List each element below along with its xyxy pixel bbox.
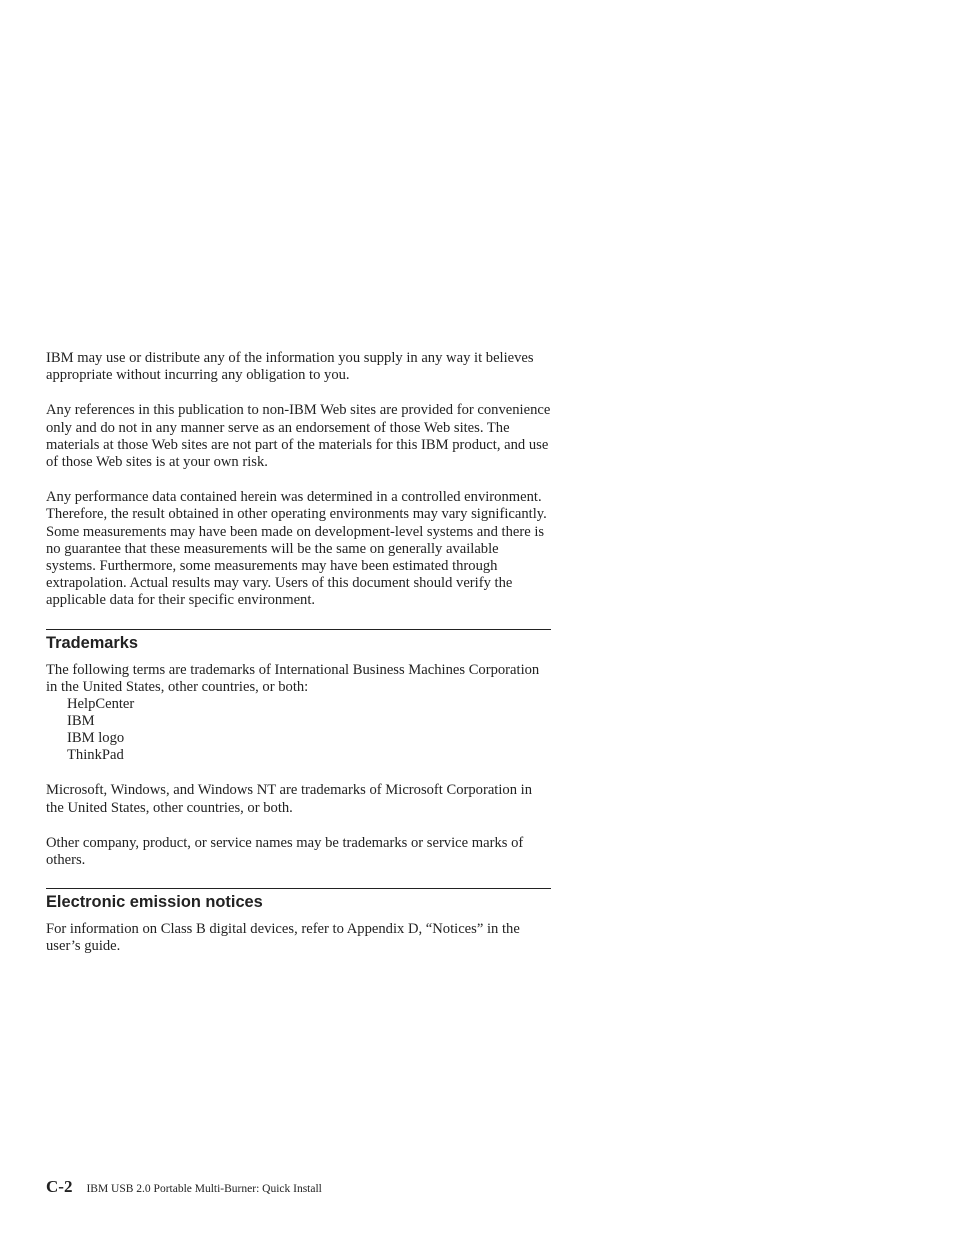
performance-data-paragraph: Any performance data contained herein was determined in a controlled environment. Therefore, the result obtained in other operating environments may vary significantly. Some measurements may have been made on development-level systems and there is no guarantee that these measurements will be the same on generally available systems. Furthermore, some measurements may have been estimated through extrapolation. Actual results may vary. Users of this document should verify the applicable data for their specific environment. [46, 489, 547, 609]
trademark-item: IBM logo [67, 730, 125, 747]
emission-paragraph: For information on Class B digital devices, refer to Appendix D, “Notices” in the user’s guide. [46, 921, 520, 955]
document-title: IBM USB 2.0 Portable Multi-Burner: Quick Install [86, 1183, 322, 1195]
info-usage-paragraph: IBM may use or distribute any of the information you supply in any way it believes appropriate without incurring any obligation to you. [46, 350, 534, 384]
emission-section-header [46, 888, 551, 912]
other-trademarks-paragraph: Other company, product, or service names may be trademarks or service marks of others. [46, 834, 524, 869]
page-footer [46, 1177, 322, 1197]
trademarks-heading: Trademarks [46, 633, 139, 652]
page-number: C-2 [46, 1177, 73, 1196]
web-references-paragraph: Any references in this publication to non-IBM Web sites are provided for convenience only and do not in any manner serve as an endorsement of those Web sites. The materials at those Web sites are not part of the materials for this IBM product, and use of those Web sites is at your own risk. [46, 402, 551, 471]
emission-heading: Electronic emission notices [46, 893, 263, 912]
trademark-item: ThinkPad [67, 747, 124, 764]
trademarks-intro-paragraph: The following terms are trademarks of International Business Machines Corporation in the United States, other countries, or both: [46, 661, 540, 695]
trademarks-section-header [46, 629, 551, 653]
trademark-list [46, 696, 551, 764]
page-content [46, 350, 551, 956]
microsoft-trademark-paragraph: Microsoft, Windows, and Windows NT are trademarks of Microsoft Corporation in the United States, other countries, or both. [46, 782, 533, 816]
trademark-item: IBM [67, 713, 95, 730]
trademark-item: HelpCenter [67, 696, 135, 713]
